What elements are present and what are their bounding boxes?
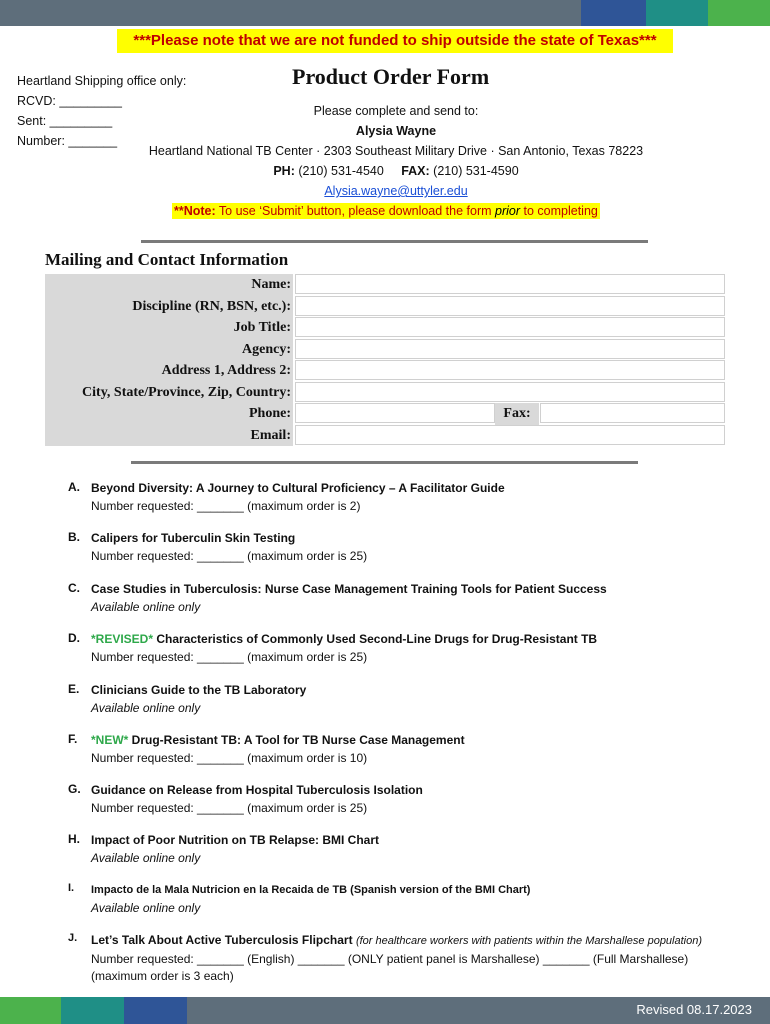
discipline-field[interactable]: [295, 296, 725, 316]
phone-field-label: Phone:: [45, 403, 293, 425]
contact-phone-fax: [130, 164, 662, 178]
item-quantity[interactable]: Number requested: _______ (maximum order is 25): [91, 800, 368, 815]
form-row-phone: [45, 403, 725, 425]
item-letter: E.: [68, 682, 80, 696]
item-quantity[interactable]: Number requested: _______ (maximum order is 10): [91, 750, 368, 765]
divider: [131, 461, 638, 464]
form-row-name: [45, 274, 725, 296]
item-letter: C.: [68, 581, 80, 595]
item-title: Guidance on Release from Hospital Tuberculosis Isolation: [91, 783, 423, 797]
item-title-note: (for healthcare workers with patients within the Marshallese population): [355, 935, 703, 947]
phone-field[interactable]: [295, 403, 495, 423]
note-end: to completing: [520, 204, 598, 218]
item-letter: G.: [68, 782, 81, 796]
item-availability: Available online only: [91, 599, 201, 614]
submit-note: [172, 203, 600, 219]
contact-email-link[interactable]: Alysia.wayne@uttyler.edu: [324, 184, 468, 198]
item-quantity[interactable]: Number requested: _______ (maximum order is 2): [91, 498, 361, 513]
discipline-label: Discipline (RN, BSN, etc.):: [45, 296, 293, 318]
item-letter: J.: [68, 932, 78, 944]
fax-field-label: Fax:: [495, 403, 539, 425]
form-row-city: [45, 382, 725, 404]
item-quantity[interactable]: Number requested: _______ (maximum order is 25): [91, 649, 368, 664]
banner-block-blue: [581, 0, 646, 26]
item-quantity[interactable]: Number requested: _______ (maximum order is 25): [91, 548, 368, 563]
form-row-discipline: [45, 296, 725, 318]
item-title: Impact of Poor Nutrition on TB Relapse: BMI Chart: [91, 833, 380, 847]
address-field[interactable]: [295, 360, 725, 380]
shipping-notice: ***Please note that we are not funded to ship outside the state of Texas***: [117, 29, 673, 53]
name-field[interactable]: [295, 274, 725, 294]
new-tag: *NEW*: [91, 733, 129, 747]
form-row-address: [45, 360, 725, 382]
item-letter: I.: [68, 882, 75, 894]
banner-block-teal: [646, 0, 708, 26]
email-field[interactable]: [295, 425, 725, 445]
city-field[interactable]: [295, 382, 725, 402]
item-availability: Available online only: [91, 850, 201, 865]
item-letter: A.: [68, 480, 80, 494]
item-letter: D.: [68, 631, 80, 645]
office-sent: Sent: _________: [17, 114, 113, 128]
item-title: Calipers for Tuberculin Skin Testing: [91, 531, 296, 545]
note-label: **Note:: [174, 204, 216, 218]
address-label: Address 1, Address 2:: [45, 360, 293, 382]
phone-number: (210) 531-4540: [298, 164, 384, 178]
divider: [141, 240, 648, 243]
item-quantity[interactable]: Number requested: _______ (English) _______ (ONLY patient panel is Marshallese) _______ (Full Marshallese): [91, 951, 689, 966]
item-max-order: (maximum order is 3 each): [91, 969, 234, 983]
contact-name: Alysia Wayne: [355, 124, 437, 138]
banner-block-green: [708, 0, 770, 26]
agency-label: Agency:: [45, 339, 293, 361]
item-title: Clinicians Guide to the TB Laboratory: [91, 683, 307, 697]
office-heading: Heartland Shipping office only:: [17, 74, 187, 88]
contact-address: Heartland National TB Center · 2303 Southeast Military Drive · San Antonio, Texas 78223: [148, 144, 644, 158]
banner-block-teal: [61, 997, 124, 1024]
item-title: Characteristics of Commonly Used Second-Line Drugs for Drug-Resistant TB: [153, 632, 598, 646]
item-letter: B.: [68, 530, 80, 544]
phone-label: PH:: [273, 164, 295, 178]
form-row-agency: [45, 339, 725, 361]
page-title: Product Order Form: [292, 64, 490, 89]
top-banner: [0, 0, 770, 26]
job-title-label: Job Title:: [45, 317, 293, 339]
email-field-label: Email:: [45, 425, 293, 447]
item-availability: Available online only: [91, 900, 201, 915]
bottom-banner: [0, 997, 770, 1024]
form-row-job-title: [45, 317, 725, 339]
item-title: Let’s Talk About Active Tuberculosis Flipchart: [91, 933, 353, 947]
banner-block-blue: [124, 997, 187, 1024]
fax-field[interactable]: [540, 403, 725, 423]
mailing-section-title: Mailing and Contact Information: [45, 250, 289, 269]
agency-field[interactable]: [295, 339, 725, 359]
office-rcvd: RCVD: _________: [17, 94, 122, 108]
item-title: Case Studies in Tuberculosis: Nurse Case Management Training Tools for Patient Success: [91, 582, 607, 596]
form-row-email: [45, 425, 725, 447]
item-availability: Available online only: [91, 700, 201, 715]
item-title: Drug-Resistant TB: A Tool for TB Nurse Case Management: [128, 733, 465, 747]
item-title: Impacto de la Mala Nutricion en la Recaida de TB (Spanish version of the BMI Chart): [91, 884, 531, 896]
item-letter: H.: [68, 832, 80, 846]
fax-label: FAX:: [401, 164, 430, 178]
note-text: To use ‘Submit’ button, please download the form: [215, 204, 496, 218]
job-title-field[interactable]: [295, 317, 725, 337]
city-label: City, State/Province, Zip, Country:: [45, 382, 293, 404]
banner-block-green: [0, 997, 61, 1024]
revised-tag: *REVISED*: [91, 632, 154, 646]
contact-form: [45, 274, 725, 446]
note-prior: prior: [495, 204, 521, 218]
fax-number: (210) 531-4590: [433, 164, 519, 178]
name-label: Name:: [45, 274, 293, 296]
item-title: Beyond Diversity: A Journey to Cultural Proficiency – A Facilitator Guide: [91, 481, 505, 495]
send-to-text: Please complete and send to:: [313, 104, 479, 118]
revision-date: Revised 08.17.2023: [636, 1002, 752, 1017]
office-number: Number: _______: [17, 134, 118, 148]
item-letter: F.: [68, 732, 78, 746]
